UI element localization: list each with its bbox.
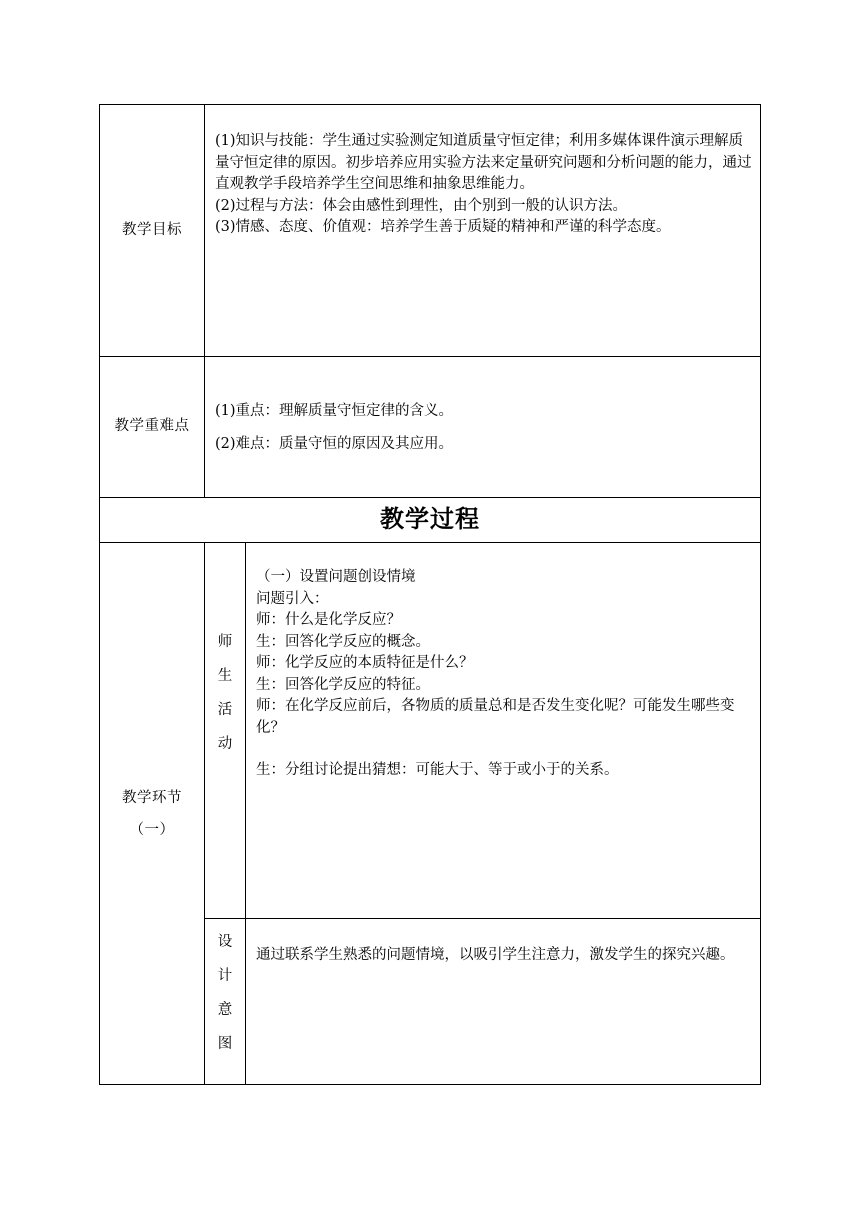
key-point-item: (2)难点：质量守恒的原因及其应用。 <box>215 436 454 452</box>
key-points-label: 教学重难点 <box>100 357 205 498</box>
activity-label-char: 动 <box>217 736 233 752</box>
intent-label-char: 设 <box>217 934 233 950</box>
activity-label-char: 师 <box>217 634 233 650</box>
activity-label <box>205 543 246 919</box>
teaching-goals-label: 教学目标 <box>100 105 205 357</box>
activity-line: 师：在化学反应前后，各物质的质量总和是否发生变化呢？可能发生哪些变化？ <box>256 698 735 736</box>
activity-line: 师：化学反应的本质特征是什么？ <box>256 655 474 671</box>
stage-label-line: 教学环节 <box>122 789 182 806</box>
intent-label <box>205 919 246 1085</box>
teaching-goals-content <box>205 105 761 357</box>
key-point-item: (1)重点：理解质量守恒定律的含义。 <box>215 403 454 419</box>
intent-text: 通过联系学生熟悉的问题情境，以吸引学生注意力，激发学生的探究兴趣。 <box>256 947 735 963</box>
teaching-process-row <box>100 498 761 543</box>
intent-label-char: 图 <box>217 1036 233 1052</box>
activity-content <box>246 543 761 919</box>
activity-line: 生：回答化学反应的概念。 <box>256 633 430 650</box>
goal-item: (1)知识与技能：学生通过实验测定知道质量守恒定律；利用多媒体课件演示理解质量守恒定律的原因。初步培养应用实验方法来定量研究问题和分析问题的能力，通过直观教学手段培养学生空间思维和抽象思维能力。 <box>215 133 752 192</box>
intent-content <box>246 919 761 1085</box>
goal-item: (3)情感、态度、价值观：培养学生善于质疑的精神和严谨的科学态度。 <box>215 219 671 235</box>
activity-line: 生：分组讨论提出猜想：可能大于、等于或小于的关系。 <box>256 762 619 778</box>
key-points-content <box>205 357 761 498</box>
stage-label <box>100 543 205 1085</box>
activity-spacer <box>256 739 754 760</box>
activity-label-char: 活 <box>217 702 233 718</box>
activity-line: 问题引入： <box>256 590 329 607</box>
teaching-goals-row <box>100 105 761 357</box>
activity-line: 生：回答化学反应的特征。 <box>256 676 430 693</box>
teaching-process-title: 教学过程 <box>100 498 761 543</box>
intent-label-char: 计 <box>217 968 233 984</box>
key-points-row <box>100 357 761 498</box>
activity-line: 师：什么是化学反应？ <box>256 612 401 628</box>
stage-label-number: （一） <box>129 821 175 838</box>
stage-activity-row <box>100 543 761 919</box>
intent-label-char: 意 <box>217 1002 233 1018</box>
lesson-plan-table <box>99 104 761 1085</box>
activity-line: （一）设置问题创设情境 <box>256 569 416 585</box>
goal-item: (2)过程与方法：体会由感性到理性，由个别到一般的认识方法。 <box>215 197 628 214</box>
activity-label-char: 生 <box>217 668 233 684</box>
